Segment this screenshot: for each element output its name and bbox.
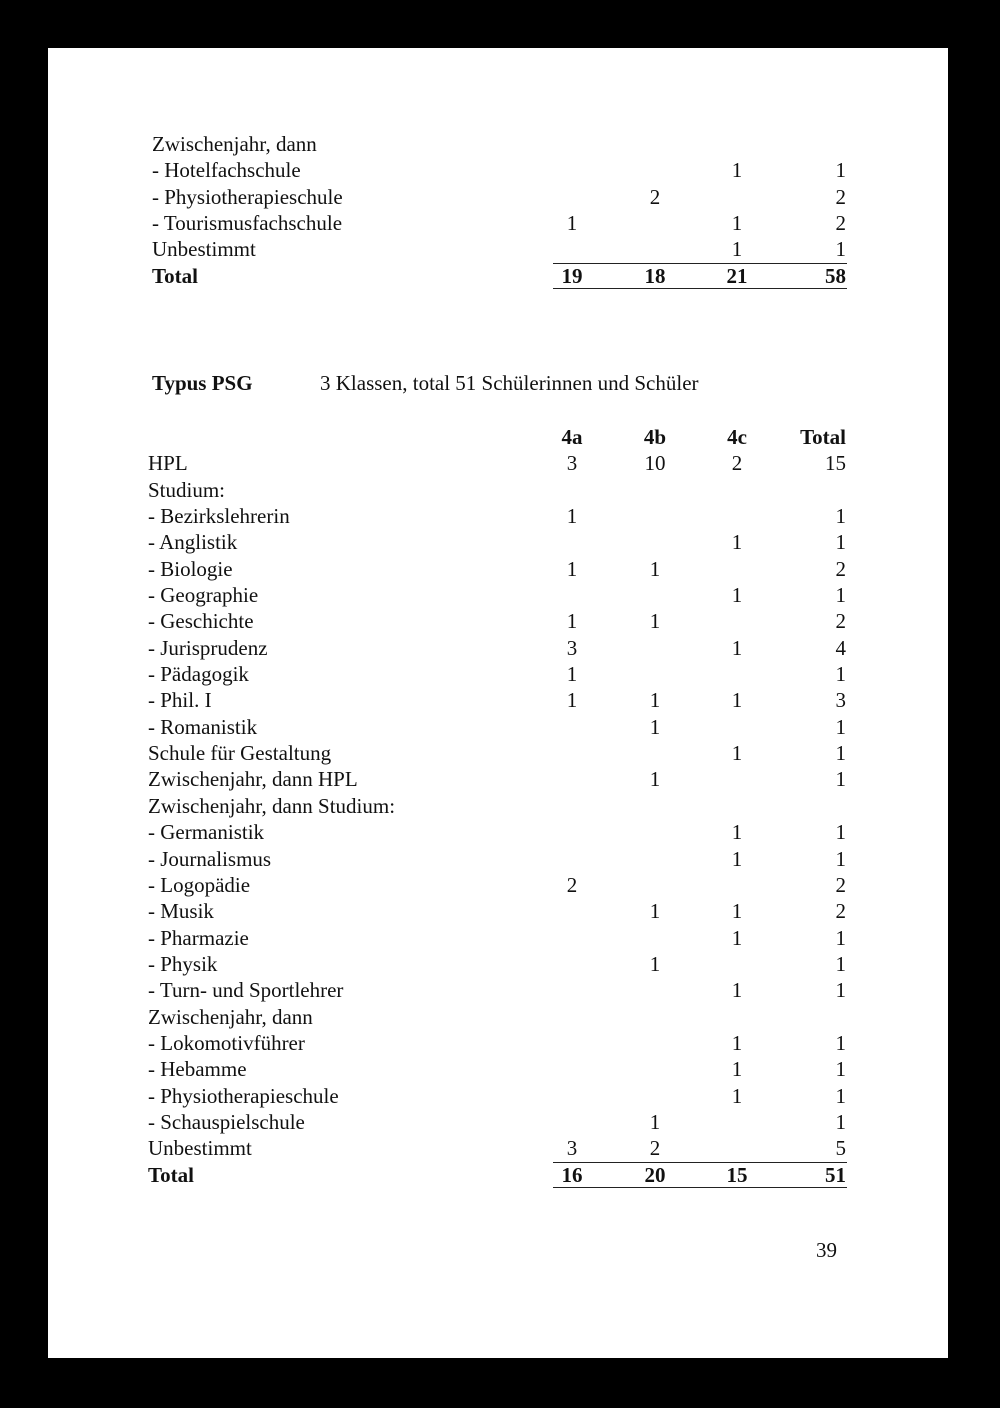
- cell-value: 1: [835, 1057, 846, 1082]
- cell-value: 1: [731, 1030, 743, 1055]
- column-header: 4a: [561, 425, 583, 449]
- row-label: - Journalismus: [148, 846, 272, 871]
- cell-value: 1: [731, 925, 743, 950]
- row-label: - Biologie: [148, 556, 233, 581]
- row-label: - Geographie: [148, 583, 259, 608]
- total-row: [0, 1162, 1000, 1188]
- row-label: - Bezirkslehrerin: [148, 504, 290, 529]
- row-label: - Hotelfachschule: [152, 158, 301, 183]
- cell-value: 1: [731, 688, 743, 713]
- section-title: Typus PSG: [152, 371, 253, 395]
- cell-value: 1: [731, 583, 743, 608]
- cell-value: 1: [835, 158, 846, 183]
- row-label: - Hebamme: [148, 1057, 247, 1082]
- row-label: Zwischenjahr, dann: [152, 132, 317, 156]
- table-row: [0, 529, 1000, 555]
- cell-value: 1: [835, 978, 846, 1003]
- cell-value: 1: [649, 1109, 661, 1134]
- row-label: - Turn- und Sportlehrer: [148, 978, 344, 1003]
- row-label: Zwischenjahr, dann: [148, 1004, 313, 1029]
- total-row: [0, 263, 1000, 289]
- row-label: Total: [148, 1162, 194, 1187]
- table-row: [0, 687, 1000, 713]
- cell-value: 1: [835, 583, 846, 608]
- cell-value: 58: [825, 263, 846, 288]
- cell-value: 2: [835, 556, 846, 581]
- cell-value: 3: [566, 635, 578, 660]
- table-row: [0, 793, 1000, 819]
- cell-value: 1: [835, 741, 846, 766]
- table-row: [0, 661, 1000, 687]
- cell-value: 1: [731, 530, 743, 555]
- cell-value: 1: [731, 978, 743, 1003]
- total-rule-bottom: [553, 1187, 847, 1188]
- cell-value: 2: [731, 451, 743, 476]
- cell-value: 1: [649, 714, 661, 739]
- cell-value: 15: [726, 1162, 748, 1187]
- row-label: Unbestimmt: [152, 237, 256, 262]
- table-row: [0, 766, 1000, 792]
- cell-value: 1: [731, 635, 743, 660]
- row-label: - Logopädie: [148, 872, 251, 897]
- table-row: [0, 1056, 1000, 1082]
- cell-value: 2: [566, 872, 578, 897]
- row-label: - Phil. I: [148, 688, 212, 713]
- row-label: - Pädagogik: [148, 662, 249, 687]
- cell-value: 1: [566, 556, 578, 581]
- row-label: HPL: [148, 451, 188, 476]
- page-number: 39: [816, 1238, 837, 1262]
- cell-value: 1: [835, 237, 846, 262]
- cell-value: 1: [731, 820, 743, 845]
- cell-value: 1: [835, 1109, 846, 1134]
- cell-value: 1: [835, 925, 846, 950]
- cell-value: 1: [566, 211, 578, 236]
- row-label: - Germanistik: [148, 820, 265, 845]
- cell-value: 1: [731, 846, 743, 871]
- cell-value: 1: [731, 899, 743, 924]
- table-row: [0, 582, 1000, 608]
- table-continued: [0, 131, 1000, 289]
- row-label: - Anglistik: [148, 530, 238, 555]
- cell-value: 1: [835, 504, 846, 529]
- cell-value: 10: [644, 451, 666, 476]
- table-row: [0, 184, 1000, 210]
- cell-value: 1: [731, 237, 743, 262]
- table-row: [0, 236, 1000, 262]
- row-label: - Pharmazie: [148, 925, 249, 950]
- table-row: [0, 556, 1000, 582]
- cell-value: 1: [835, 846, 846, 871]
- cell-value: 1: [835, 1083, 846, 1108]
- section-description: 3 Klassen, total 51 Schülerinnen und Schüler: [320, 371, 699, 395]
- cell-value: 51: [825, 1162, 846, 1187]
- cell-value: 2: [649, 184, 661, 209]
- cell-value: 2: [835, 609, 846, 634]
- cell-value: 20: [644, 1162, 666, 1187]
- cell-value: 1: [731, 158, 743, 183]
- table-row: [0, 503, 1000, 529]
- table-row: [0, 819, 1000, 845]
- cell-value: 1: [649, 556, 661, 581]
- row-label: Zwischenjahr, dann HPL: [148, 767, 358, 792]
- cell-value: 1: [566, 504, 578, 529]
- row-label: - Romanistik: [148, 714, 258, 739]
- table-row: [0, 450, 1000, 476]
- cell-value: 1: [835, 820, 846, 845]
- row-label: Schule für Gestaltung: [148, 741, 332, 766]
- cell-value: 1: [649, 899, 661, 924]
- table-row: [0, 1083, 1000, 1109]
- table-row: [0, 210, 1000, 236]
- row-label: Studium:: [148, 477, 226, 502]
- table-header-row: [0, 424, 1000, 450]
- cell-value: 16: [561, 1162, 583, 1187]
- table-row: [0, 1109, 1000, 1135]
- table-row: [0, 898, 1000, 924]
- cell-value: 1: [835, 951, 846, 976]
- row-label: - Tourismusfachschule: [152, 211, 343, 236]
- cell-value: 1: [649, 767, 661, 792]
- cell-value: 2: [649, 1136, 661, 1161]
- cell-value: 2: [835, 184, 846, 209]
- cell-value: 19: [561, 263, 583, 288]
- table-row: [0, 925, 1000, 951]
- cell-value: 3: [566, 451, 578, 476]
- cell-value: 4: [835, 635, 846, 660]
- total-rule-bottom: [553, 288, 847, 289]
- table-row: [0, 714, 1000, 740]
- table-row: [0, 951, 1000, 977]
- table-row: [0, 131, 1000, 157]
- table-row: [0, 1030, 1000, 1056]
- table-row: [0, 872, 1000, 898]
- table-row: [0, 1135, 1000, 1161]
- cell-value: 1: [835, 530, 846, 555]
- row-label: - Lokomotivführer: [148, 1030, 305, 1055]
- cell-value: 1: [649, 609, 661, 634]
- table-psg: [0, 424, 1000, 1188]
- cell-value: 3: [566, 1136, 578, 1161]
- row-label: - Geschichte: [148, 609, 254, 634]
- column-header: 4c: [727, 425, 747, 449]
- cell-value: 1: [731, 211, 743, 236]
- cell-value: 15: [825, 451, 846, 476]
- row-label: Unbestimmt: [148, 1136, 252, 1161]
- table-row: [0, 477, 1000, 503]
- row-label: - Physiotherapieschule: [152, 184, 343, 209]
- cell-value: 1: [566, 609, 578, 634]
- cell-value: 1: [835, 1030, 846, 1055]
- cell-value: 18: [644, 263, 666, 288]
- cell-value: 2: [835, 899, 846, 924]
- cell-value: 1: [731, 1083, 743, 1108]
- row-label: - Musik: [148, 899, 214, 924]
- row-label: Zwischenjahr, dann Studium:: [148, 793, 396, 818]
- table-row: [0, 157, 1000, 183]
- cell-value: 1: [649, 951, 661, 976]
- column-header: Total: [800, 425, 846, 449]
- row-label: - Schauspielschule: [148, 1109, 305, 1134]
- cell-value: 1: [835, 767, 846, 792]
- row-label: - Physiotherapieschule: [148, 1083, 339, 1108]
- table-row: [0, 740, 1000, 766]
- row-label: - Physik: [148, 951, 218, 976]
- table-row: [0, 977, 1000, 1003]
- total-rule-top: [553, 263, 847, 264]
- table-row: [0, 1004, 1000, 1030]
- cell-value: 1: [835, 714, 846, 739]
- column-header: 4b: [643, 425, 667, 449]
- row-label: - Jurisprudenz: [148, 635, 268, 660]
- cell-value: 2: [835, 211, 846, 236]
- cell-value: 3: [835, 688, 846, 713]
- row-label: Total: [152, 263, 198, 288]
- cell-value: 1: [566, 688, 578, 713]
- cell-value: 21: [726, 263, 748, 288]
- cell-value: 1: [835, 662, 846, 687]
- table-row: [0, 635, 1000, 661]
- table-row: [0, 846, 1000, 872]
- cell-value: 1: [731, 741, 743, 766]
- table-row: [0, 608, 1000, 634]
- total-rule-top: [553, 1162, 847, 1163]
- cell-value: 1: [731, 1057, 743, 1082]
- cell-value: 1: [566, 662, 578, 687]
- cell-value: 2: [835, 872, 846, 897]
- cell-value: 5: [835, 1136, 846, 1161]
- cell-value: 1: [649, 688, 661, 713]
